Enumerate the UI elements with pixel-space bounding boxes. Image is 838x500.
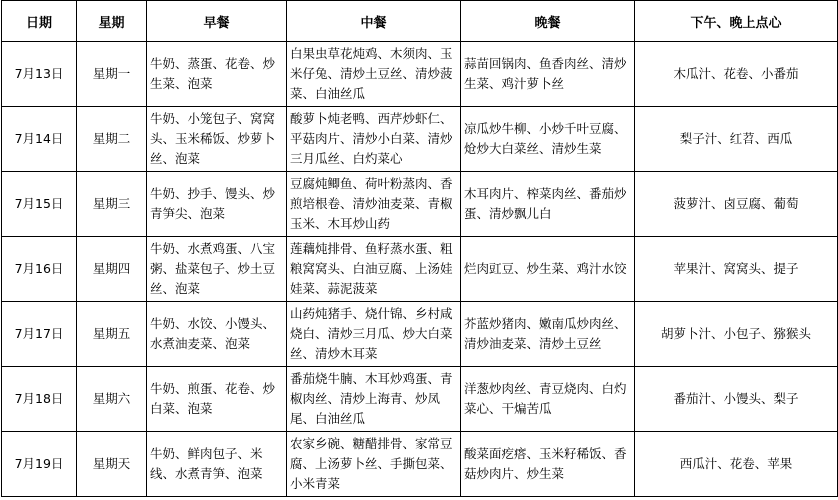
header-weekday: 星期 [77, 1, 147, 42]
lunch-cell: 酸萝卜炖老鸭、西芹炒虾仁、平菇肉片、清炒小白菜、清炒三月瓜丝、白灼菜心 [287, 107, 461, 172]
snack-cell: 番茄汁、小馒头、梨子 [635, 367, 838, 432]
lunch-cell: 山药炖猪手、烧什锦、乡村咸烧白、清炒三月瓜、炒大白菜丝、清炒木耳菜 [287, 302, 461, 367]
lunch-cell: 莲藕炖排骨、鱼籽蒸水蛋、粗粮窝窝头、白油豆腐、上汤娃娃菜、蒜泥菠菜 [287, 237, 461, 302]
dinner-cell: 凉瓜炒牛柳、小炒千叶豆腐、炝炒大白菜丝、清炒生菜 [461, 107, 635, 172]
dinner-cell: 木耳肉片、榨菜肉丝、番茄炒蛋、清炒飘儿白 [461, 172, 635, 237]
lunch-cell: 番茄烧牛腩、木耳炒鸡蛋、青椒肉丝、清炒上海青、炒凤尾、白油丝瓜 [287, 367, 461, 432]
snack-cell: 菠萝汁、卤豆腐、葡萄 [635, 172, 838, 237]
header-row [2, 1, 838, 42]
weekday-cell: 星期二 [77, 107, 147, 172]
dinner-cell: 酸菜面疙瘩、玉米籽稀饭、香菇炒肉片、炒生菜 [461, 432, 635, 497]
header-lunch: 中餐 [287, 1, 461, 42]
snack-cell: 梨子汁、红苕、西瓜 [635, 107, 838, 172]
breakfast-cell: 牛奶、鲜肉包子、米线、水煮青笋、泡菜 [147, 432, 287, 497]
snack-cell: 胡萝卜汁、小包子、猕猴头 [635, 302, 838, 367]
lunch-cell: 农家乡碗、糖醋排骨、家常豆腐、上汤萝卜丝、手撕包菜、小米青菜 [287, 432, 461, 497]
weekday-cell: 星期五 [77, 302, 147, 367]
breakfast-cell: 牛奶、小笼包子、窝窝头、玉米稀饭、炒萝卜丝、泡菜 [147, 107, 287, 172]
header-snack: 下午、晚上点心 [635, 1, 838, 42]
weekday-cell: 星期天 [77, 432, 147, 497]
date-cell: 7月14日 [2, 107, 77, 172]
dinner-cell: 烂肉豇豆、炒生菜、鸡汁水饺 [461, 237, 635, 302]
table-row [2, 237, 838, 302]
date-cell: 7月19日 [2, 432, 77, 497]
table-row [2, 432, 838, 497]
date-cell: 7月17日 [2, 302, 77, 367]
header-date: 日期 [2, 1, 77, 42]
dinner-cell: 洋葱炒肉丝、青豆烧肉、白灼菜心、干煸苦瓜 [461, 367, 635, 432]
breakfast-cell: 牛奶、水饺、小馒头、水煮油麦菜、泡菜 [147, 302, 287, 367]
header-breakfast: 早餐 [147, 1, 287, 42]
table-row [2, 107, 838, 172]
date-cell: 7月15日 [2, 172, 77, 237]
weekday-cell: 星期六 [77, 367, 147, 432]
snack-cell: 木瓜汁、花卷、小番茄 [635, 42, 838, 107]
lunch-cell: 豆腐炖鲫鱼、荷叶粉蒸肉、香煎培根卷、清炒油麦菜、青椒玉米、木耳炒山药 [287, 172, 461, 237]
date-cell: 7月16日 [2, 237, 77, 302]
table-row [2, 42, 838, 107]
weekday-cell: 星期三 [77, 172, 147, 237]
breakfast-cell: 牛奶、水煮鸡蛋、八宝粥、盐菜包子、炒土豆丝、泡菜 [147, 237, 287, 302]
weekday-cell: 星期四 [77, 237, 147, 302]
breakfast-cell: 牛奶、蒸蛋、花卷、炒生菜、泡菜 [147, 42, 287, 107]
date-cell: 7月13日 [2, 42, 77, 107]
snack-cell: 西瓜汁、花卷、苹果 [635, 432, 838, 497]
dinner-cell: 芥蓝炒猪肉、嫩南瓜炒肉丝、清炒油麦菜、清炒土豆丝 [461, 302, 635, 367]
date-cell: 7月18日 [2, 367, 77, 432]
snack-cell: 苹果汁、窝窝头、提子 [635, 237, 838, 302]
table-row [2, 367, 838, 432]
breakfast-cell: 牛奶、煎蛋、花卷、炒白菜、泡菜 [147, 367, 287, 432]
breakfast-cell: 牛奶、抄手、馒头、炒青笋尖、泡菜 [147, 172, 287, 237]
table-row [2, 172, 838, 237]
weekly-menu-table [1, 0, 838, 497]
table-row [2, 302, 838, 367]
header-dinner: 晚餐 [461, 1, 635, 42]
lunch-cell: 白果虫草花炖鸡、木须肉、玉米仔兔、清炒土豆丝、清炒菠菜、白油丝瓜 [287, 42, 461, 107]
weekday-cell: 星期一 [77, 42, 147, 107]
dinner-cell: 蒜苗回锅肉、鱼香肉丝、清炒生菜、鸡汁萝卜丝 [461, 42, 635, 107]
